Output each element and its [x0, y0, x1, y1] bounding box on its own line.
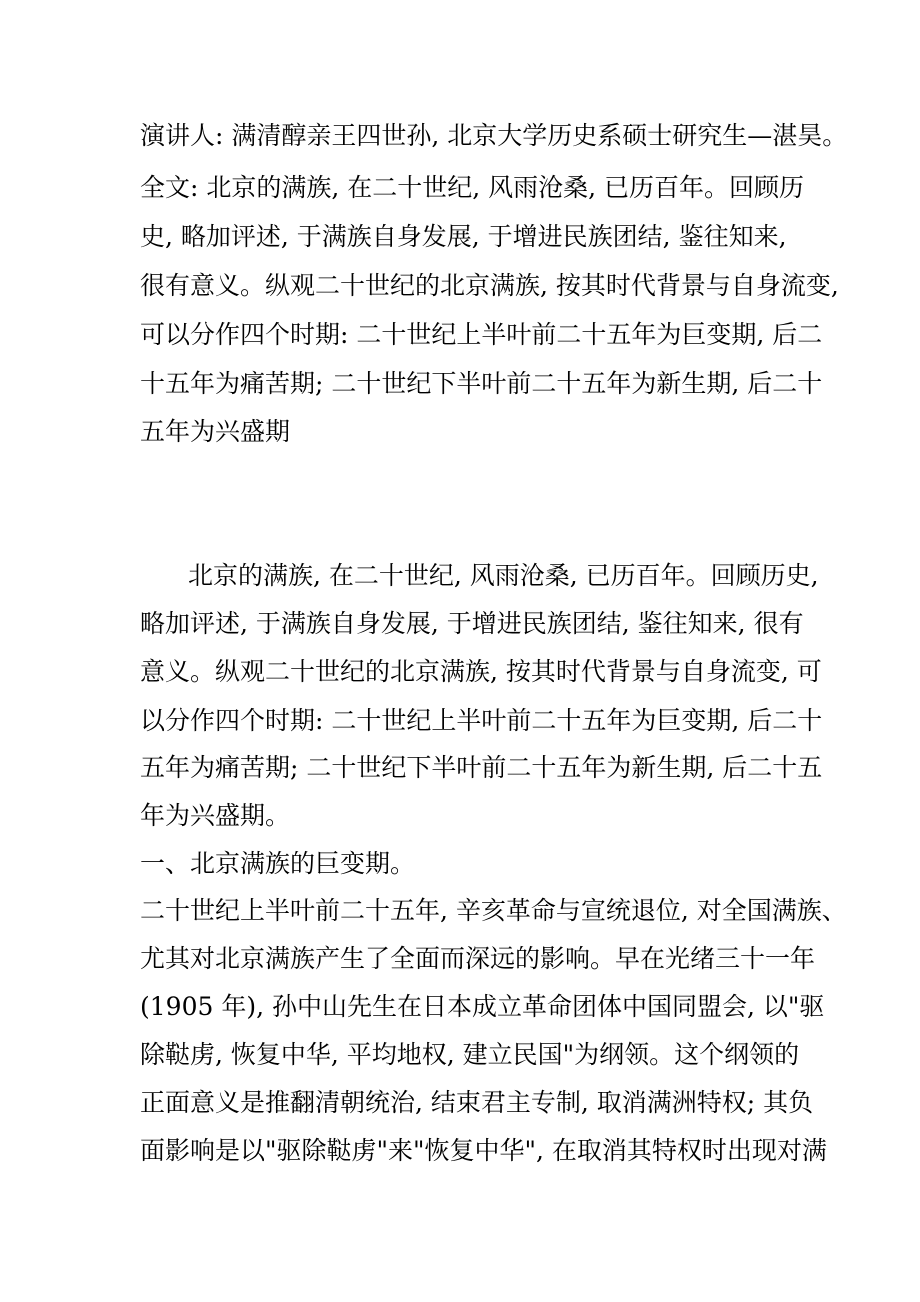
header-line: 史, 略加评述, 于满族自身发展, 于增进民族团结, 鉴往知来,: [140, 222, 787, 251]
intro-line: 年为兴盛期。: [140, 801, 291, 830]
section-heading: 一、北京满族的巨变期。: [140, 849, 416, 878]
header-line: 五年为兴盛期: [140, 417, 291, 446]
section-line: 正面意义是推翻清朝统治, 结束君主专制, 取消满洲特权; 其负: [140, 1088, 814, 1117]
intro-line: 略加评述, 于满族自身发展, 于增进民族团结, 鉴往知来, 很有: [140, 609, 804, 638]
intro-line: 五年为痛苦期; 二十世纪下半叶前二十五年为新生期, 后二十五: [140, 753, 823, 782]
header-line: 演讲人: 满清醇亲王四世孙, 北京大学历史系硕士研究生—湛昊。: [140, 121, 848, 150]
section-line: 面影响是以"驱除鞑虏"来"恢复中华", 在取消其特权时出现对满: [140, 1136, 827, 1165]
header-line: 全文: 北京的满族, 在二十世纪, 风雨沧桑, 已历百年。回顾历: [140, 173, 805, 202]
header-line: 可以分作四个时期: 二十世纪上半叶前二十五年为巨变期, 后二: [140, 320, 823, 349]
intro-line: 以分作四个时期: 二十世纪上半叶前二十五年为巨变期, 后二十: [140, 706, 823, 735]
intro-line: 北京的满族, 在二十世纪, 风雨沧桑, 已历百年。回顾历史,: [188, 561, 819, 590]
section-line: (1905 年), 孙中山先生在日本成立革命团体中国同盟会, 以"驱: [140, 992, 825, 1021]
section-line: 除鞑虏, 恢复中华, 平均地权, 建立民国"为纲领。这个纲领的: [140, 1040, 800, 1069]
intro-line: 意义。纵观二十世纪的北京满族, 按其时代背景与自身流变, 可: [140, 657, 822, 686]
header-line: 很有意义。纵观二十世纪的北京满族, 按其时代背景与自身流变,: [140, 271, 839, 300]
section-line: 二十世纪上半叶前二十五年, 辛亥革命与宣统退位, 对全国满族、: [140, 896, 847, 925]
header-line: 十五年为痛苦期; 二十世纪下半叶前二十五年为新生期, 后二十: [140, 369, 823, 398]
section-line: 尤其对北京满族产生了全面而深远的影响。早在光绪三十一年: [140, 944, 816, 973]
